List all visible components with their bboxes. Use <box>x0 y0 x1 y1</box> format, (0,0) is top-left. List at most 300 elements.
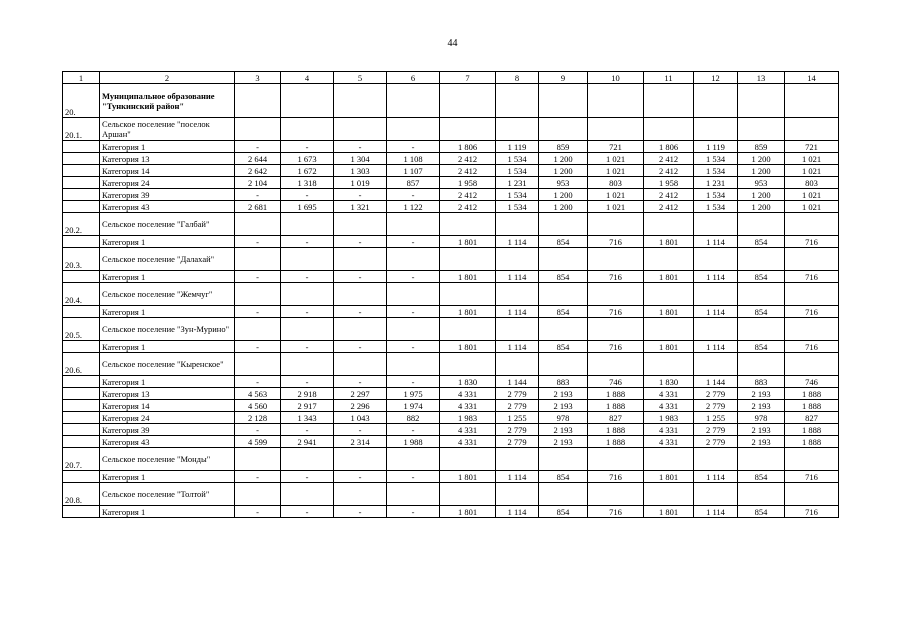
empty-cell <box>738 353 785 376</box>
value-cell: 1 672 <box>281 165 334 177</box>
empty-cell <box>539 353 588 376</box>
value-cell: 2 412 <box>644 201 694 213</box>
value-cell: 1 114 <box>496 341 539 353</box>
empty-cell <box>785 483 839 506</box>
empty-cell <box>496 84 539 118</box>
value-cell: 1 888 <box>785 436 839 448</box>
value-cell: 854 <box>539 236 588 248</box>
empty-cell <box>281 448 334 471</box>
section-row <box>63 448 839 471</box>
value-cell: 716 <box>588 236 644 248</box>
empty-cell <box>694 353 738 376</box>
value-cell: 716 <box>785 236 839 248</box>
value-cell: - <box>387 506 440 518</box>
value-cell: 1 801 <box>644 471 694 483</box>
empty-code-cell <box>63 141 100 153</box>
category-row <box>63 236 839 248</box>
empty-cell <box>644 213 694 236</box>
section-row <box>63 353 839 376</box>
value-cell: - <box>235 141 281 153</box>
empty-cell <box>235 448 281 471</box>
value-cell: 1 888 <box>588 436 644 448</box>
empty-cell <box>387 118 440 141</box>
value-cell: 1 801 <box>644 271 694 283</box>
value-cell: 1 304 <box>334 153 387 165</box>
empty-cell <box>496 353 539 376</box>
empty-cell <box>539 248 588 271</box>
column-number-row <box>63 72 839 84</box>
empty-code-cell <box>63 506 100 518</box>
section-code: 20.4. <box>63 283 100 306</box>
value-cell: 882 <box>387 412 440 424</box>
empty-cell <box>694 318 738 341</box>
value-cell: 2 412 <box>440 153 496 165</box>
empty-cell <box>694 448 738 471</box>
value-cell: 1 806 <box>440 141 496 153</box>
value-cell: - <box>387 306 440 318</box>
column-number-cell: 12 <box>694 72 738 84</box>
empty-code-cell <box>63 388 100 400</box>
empty-cell <box>334 84 387 118</box>
empty-cell <box>588 353 644 376</box>
empty-cell <box>694 213 738 236</box>
category-row <box>63 201 839 213</box>
section-row <box>63 248 839 271</box>
value-cell: 716 <box>785 271 839 283</box>
value-cell: 854 <box>539 471 588 483</box>
empty-cell <box>496 118 539 141</box>
empty-code-cell <box>63 201 100 213</box>
value-cell: 1 019 <box>334 177 387 189</box>
column-number-cell: 3 <box>235 72 281 84</box>
value-cell: 1 021 <box>588 153 644 165</box>
value-cell: 2 917 <box>281 400 334 412</box>
value-cell: 1 021 <box>785 201 839 213</box>
empty-cell <box>387 283 440 306</box>
column-number-cell: 5 <box>334 72 387 84</box>
category-row <box>63 436 839 448</box>
empty-code-cell <box>63 376 100 388</box>
empty-cell <box>281 213 334 236</box>
empty-cell <box>644 483 694 506</box>
empty-cell <box>440 283 496 306</box>
value-cell: 1 114 <box>694 236 738 248</box>
empty-cell <box>738 118 785 141</box>
value-cell: 1 021 <box>785 153 839 165</box>
value-cell: - <box>281 471 334 483</box>
section-code: 20.3. <box>63 248 100 271</box>
value-cell: 953 <box>738 177 785 189</box>
value-cell: 2 412 <box>440 201 496 213</box>
empty-cell <box>235 213 281 236</box>
value-cell: 1 107 <box>387 165 440 177</box>
empty-cell <box>496 318 539 341</box>
empty-cell <box>738 448 785 471</box>
empty-cell <box>644 448 694 471</box>
value-cell: 1 144 <box>496 376 539 388</box>
empty-cell <box>440 248 496 271</box>
value-cell: 2 779 <box>496 388 539 400</box>
value-cell: - <box>387 141 440 153</box>
empty-cell <box>785 84 839 118</box>
column-number-cell: 14 <box>785 72 839 84</box>
value-cell: 1 200 <box>539 201 588 213</box>
empty-code-cell <box>63 236 100 248</box>
category-label: Категория 13 <box>100 388 235 400</box>
value-cell: 4 331 <box>644 400 694 412</box>
empty-cell <box>235 118 281 141</box>
empty-cell <box>738 213 785 236</box>
section-code: 20.7. <box>63 448 100 471</box>
value-cell: 1 974 <box>387 400 440 412</box>
value-cell: - <box>334 424 387 436</box>
empty-cell <box>281 283 334 306</box>
empty-cell <box>785 353 839 376</box>
value-cell: - <box>334 341 387 353</box>
empty-code-cell <box>63 306 100 318</box>
value-cell: 1 888 <box>785 424 839 436</box>
value-cell: - <box>387 341 440 353</box>
empty-cell <box>387 213 440 236</box>
value-cell: - <box>281 506 334 518</box>
value-cell: 854 <box>539 306 588 318</box>
value-cell: 978 <box>738 412 785 424</box>
value-cell: 2 412 <box>644 165 694 177</box>
empty-cell <box>235 84 281 118</box>
value-cell: 1 200 <box>539 153 588 165</box>
category-row <box>63 388 839 400</box>
empty-cell <box>387 318 440 341</box>
section-title: Сельское поселение "Кыренское" <box>100 353 235 376</box>
section-row <box>63 483 839 506</box>
empty-cell <box>440 318 496 341</box>
empty-cell <box>235 283 281 306</box>
value-cell: 1 534 <box>496 201 539 213</box>
value-cell: 1 114 <box>694 471 738 483</box>
empty-cell <box>440 483 496 506</box>
value-cell: 2 779 <box>496 424 539 436</box>
value-cell: 1 114 <box>496 506 539 518</box>
value-cell: - <box>334 236 387 248</box>
column-number-cell: 2 <box>100 72 235 84</box>
category-label: Категория 43 <box>100 201 235 213</box>
value-cell: 4 331 <box>440 436 496 448</box>
value-cell: 4 331 <box>440 424 496 436</box>
section-row <box>63 118 839 141</box>
value-cell: 2 193 <box>738 400 785 412</box>
empty-cell <box>440 84 496 118</box>
value-cell: 1 114 <box>694 341 738 353</box>
section-row <box>63 318 839 341</box>
empty-cell <box>694 248 738 271</box>
empty-cell <box>440 448 496 471</box>
empty-code-cell <box>63 177 100 189</box>
value-cell: - <box>387 236 440 248</box>
empty-cell <box>334 118 387 141</box>
value-cell: 1 108 <box>387 153 440 165</box>
category-label: Категория 1 <box>100 271 235 283</box>
section-title: Сельское поселение "Монды" <box>100 448 235 471</box>
value-cell: 1 806 <box>644 141 694 153</box>
empty-cell <box>387 353 440 376</box>
value-cell: 1 801 <box>440 471 496 483</box>
category-row <box>63 400 839 412</box>
column-number-cell: 11 <box>644 72 694 84</box>
section-row <box>63 213 839 236</box>
empty-code-cell <box>63 341 100 353</box>
section-code: 20.2. <box>63 213 100 236</box>
value-cell: 4 563 <box>235 388 281 400</box>
empty-cell <box>281 483 334 506</box>
section-title: Сельское поселение "Далахай" <box>100 248 235 271</box>
value-cell: 1 119 <box>496 141 539 153</box>
value-cell: - <box>235 189 281 201</box>
empty-code-cell <box>63 153 100 165</box>
empty-cell <box>235 483 281 506</box>
value-cell: 1 958 <box>644 177 694 189</box>
value-cell: 4 331 <box>644 424 694 436</box>
value-cell: 716 <box>588 471 644 483</box>
section-title: Сельское поселение "Толтой" <box>100 483 235 506</box>
value-cell: - <box>235 376 281 388</box>
category-row <box>63 376 839 388</box>
value-cell: 1 801 <box>644 306 694 318</box>
value-cell: 1 200 <box>738 165 785 177</box>
value-cell: 2 412 <box>440 165 496 177</box>
category-row <box>63 424 839 436</box>
value-cell: 2 104 <box>235 177 281 189</box>
empty-code-cell <box>63 424 100 436</box>
value-cell: 4 331 <box>440 388 496 400</box>
value-cell: 1 888 <box>588 388 644 400</box>
value-cell: 1 673 <box>281 153 334 165</box>
value-cell: 2 779 <box>694 424 738 436</box>
empty-cell <box>738 318 785 341</box>
value-cell: 716 <box>588 341 644 353</box>
section-code: 20.8. <box>63 483 100 506</box>
empty-cell <box>281 84 334 118</box>
value-cell: 1 801 <box>440 506 496 518</box>
value-cell: - <box>281 189 334 201</box>
value-cell: 1 695 <box>281 201 334 213</box>
value-cell: 746 <box>785 376 839 388</box>
empty-cell <box>387 448 440 471</box>
empty-cell <box>644 84 694 118</box>
empty-cell <box>387 84 440 118</box>
empty-cell <box>785 448 839 471</box>
value-cell: 2 918 <box>281 388 334 400</box>
value-cell: 854 <box>539 341 588 353</box>
value-cell: 2 412 <box>644 153 694 165</box>
category-row <box>63 341 839 353</box>
category-label: Категория 1 <box>100 376 235 388</box>
value-cell: 721 <box>588 141 644 153</box>
value-cell: 2 314 <box>334 436 387 448</box>
value-cell: - <box>334 306 387 318</box>
empty-cell <box>785 213 839 236</box>
column-number-cell: 1 <box>63 72 100 84</box>
empty-cell <box>387 248 440 271</box>
empty-cell <box>281 248 334 271</box>
empty-cell <box>334 318 387 341</box>
value-cell: 716 <box>588 271 644 283</box>
value-cell: 1 114 <box>694 271 738 283</box>
value-cell: 1 119 <box>694 141 738 153</box>
value-cell: - <box>281 341 334 353</box>
empty-cell <box>334 353 387 376</box>
value-cell: - <box>334 471 387 483</box>
empty-cell <box>694 283 738 306</box>
value-cell: 4 560 <box>235 400 281 412</box>
value-cell: 854 <box>738 306 785 318</box>
value-cell: - <box>281 271 334 283</box>
value-cell: 854 <box>738 236 785 248</box>
value-cell: 883 <box>738 376 785 388</box>
section-row <box>63 84 839 118</box>
value-cell: 1 343 <box>281 412 334 424</box>
empty-cell <box>496 283 539 306</box>
value-cell: - <box>387 189 440 201</box>
value-cell: 2 779 <box>496 436 539 448</box>
empty-cell <box>440 213 496 236</box>
value-cell: 854 <box>738 271 785 283</box>
value-cell: 803 <box>785 177 839 189</box>
value-cell: 1 114 <box>496 236 539 248</box>
section-row <box>63 283 839 306</box>
empty-cell <box>235 248 281 271</box>
page-number: 44 <box>447 38 458 49</box>
value-cell: - <box>387 271 440 283</box>
value-cell: 2 644 <box>235 153 281 165</box>
section-title: Муниципальное образование "Тункинский район" <box>100 84 235 118</box>
value-cell: 1 534 <box>496 153 539 165</box>
value-cell: 1 830 <box>440 376 496 388</box>
empty-cell <box>588 118 644 141</box>
column-number-cell: 6 <box>387 72 440 84</box>
empty-cell <box>334 283 387 306</box>
value-cell: 1 801 <box>440 306 496 318</box>
empty-cell <box>334 483 387 506</box>
empty-code-cell <box>63 436 100 448</box>
value-cell: 827 <box>785 412 839 424</box>
empty-cell <box>738 283 785 306</box>
value-cell: 857 <box>387 177 440 189</box>
empty-cell <box>496 483 539 506</box>
value-cell: 1 021 <box>588 165 644 177</box>
value-cell: 1 021 <box>588 201 644 213</box>
category-row <box>63 306 839 318</box>
value-cell: 1 534 <box>694 201 738 213</box>
value-cell: 1 200 <box>738 189 785 201</box>
empty-cell <box>644 248 694 271</box>
section-code: 20.6. <box>63 353 100 376</box>
empty-cell <box>785 283 839 306</box>
empty-cell <box>588 318 644 341</box>
value-cell: - <box>387 376 440 388</box>
value-cell: 1 988 <box>387 436 440 448</box>
empty-cell <box>694 483 738 506</box>
empty-cell <box>539 118 588 141</box>
value-cell: - <box>235 306 281 318</box>
value-cell: 2 941 <box>281 436 334 448</box>
value-cell: - <box>334 141 387 153</box>
category-row <box>63 177 839 189</box>
value-cell: 2 297 <box>334 388 387 400</box>
category-label: Категория 1 <box>100 471 235 483</box>
empty-cell <box>738 248 785 271</box>
value-cell: - <box>281 424 334 436</box>
value-cell: 1 318 <box>281 177 334 189</box>
category-row <box>63 153 839 165</box>
value-cell: 1 801 <box>440 236 496 248</box>
empty-cell <box>334 213 387 236</box>
section-code: 20.1. <box>63 118 100 141</box>
value-cell: 1 801 <box>440 271 496 283</box>
category-label: Категория 43 <box>100 436 235 448</box>
category-row <box>63 189 839 201</box>
empty-cell <box>588 248 644 271</box>
value-cell: 2 193 <box>539 388 588 400</box>
column-number-cell: 7 <box>440 72 496 84</box>
empty-cell <box>539 318 588 341</box>
empty-code-cell <box>63 400 100 412</box>
value-cell: 803 <box>588 177 644 189</box>
column-number-cell: 8 <box>496 72 539 84</box>
value-cell: - <box>387 471 440 483</box>
value-cell: 1 200 <box>539 165 588 177</box>
empty-cell <box>496 448 539 471</box>
category-label: Категория 24 <box>100 412 235 424</box>
empty-cell <box>785 248 839 271</box>
value-cell: 953 <box>539 177 588 189</box>
value-cell: 1 122 <box>387 201 440 213</box>
value-cell: - <box>334 506 387 518</box>
empty-cell <box>539 84 588 118</box>
value-cell: 2 193 <box>539 436 588 448</box>
category-label: Категория 1 <box>100 236 235 248</box>
value-cell: - <box>281 376 334 388</box>
value-cell: 1 114 <box>496 271 539 283</box>
empty-code-cell <box>63 471 100 483</box>
value-cell: 2 296 <box>334 400 387 412</box>
column-number-cell: 13 <box>738 72 785 84</box>
value-cell: - <box>281 236 334 248</box>
value-cell: 1 888 <box>785 388 839 400</box>
empty-cell <box>281 353 334 376</box>
value-cell: 716 <box>785 306 839 318</box>
value-cell: 1 255 <box>496 412 539 424</box>
empty-cell <box>644 318 694 341</box>
value-cell: 1 801 <box>644 236 694 248</box>
value-cell: 2 193 <box>738 424 785 436</box>
tariff-table <box>62 71 839 518</box>
value-cell: 978 <box>539 412 588 424</box>
value-cell: 721 <box>785 141 839 153</box>
empty-cell <box>785 318 839 341</box>
value-cell: 854 <box>539 506 588 518</box>
value-cell: 2 779 <box>694 400 738 412</box>
value-cell: 1 958 <box>440 177 496 189</box>
section-title: Сельское поселение "поселок Аршан" <box>100 118 235 141</box>
empty-cell <box>496 248 539 271</box>
empty-cell <box>588 213 644 236</box>
category-label: Категория 14 <box>100 165 235 177</box>
empty-cell <box>235 353 281 376</box>
value-cell: 854 <box>738 471 785 483</box>
empty-cell <box>387 483 440 506</box>
value-cell: 1 534 <box>694 189 738 201</box>
value-cell: 716 <box>785 471 839 483</box>
